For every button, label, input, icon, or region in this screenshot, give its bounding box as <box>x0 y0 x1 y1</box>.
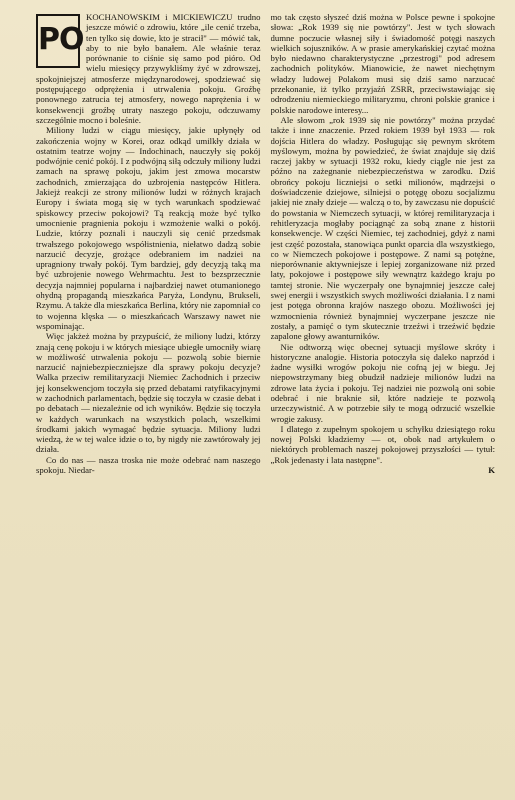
column-right <box>271 12 496 792</box>
author-signature: K <box>488 465 495 476</box>
paragraph: Co do nas — nasza troska nie może odebrać nam naszego spokoju. Niedar- <box>36 454 261 476</box>
paragraph: mo tak często słyszeć dziś można w Polsce pewne i spokojne słowa: „Rok 1939 się nie powtórzy". Jest w tych słowach dumne poczucie własnej siły i świadomość potęgi naszych wielkich sojuszników. A w prasie amerykańskiej czytać można było niedawno charakterystyczne „przestrogi" pod adresem zachodnich polityków. Mianowicie, że nawet niechętnym władzy ludowej Polakom musi się dziś samo narzucać przekonanie, iż tylko przyjaźń ZSRR, przeciwstawiając się odrodzeniu niemieckiego militaryzmu, chroni polskie granice i polskie narodowe interesy... <box>270 12 495 115</box>
paragraph: I dlatego z zupełnym spokojem u schyłku dziesiątego roku nowej Polski kładziemy — ot, obok nad artykułem o niektórych problemach naszej pokojowej przyszłości — tytuł: „Rok jedenasty i lata następne". <box>270 423 495 465</box>
paragraph: Więc jakżeż można by przypuścić, że miliony ludzi, którzy znają cenę pokoju i w których miesiące ubiegłe umocniły wiarę w możliwość utrwalenia pokoju — pozwolą sobie biernie narzucić najniebezpieczniejsze dla sprawy pokoju decyzje? Walka przeciw remilitaryzacji Niemiec Zachodnich i przeciw jej konsekwencjom toczyła się przed debatami ratyfikacyjnymi w zachodnich parlamentach, będzie się toczyła w czasie debat i po debatach — niezależnie od ich wyników. Będzie się toczyła w każdych warunkach na wszystkich polach, wszelkimi środkami jakich wymagać będzie sytuacja. Miliony ludzi wiedzą, że w tej walce idzie o to, by nigdy nie zawtórowały jej działa. <box>36 331 261 455</box>
column-left <box>36 12 261 792</box>
article-columns <box>36 12 495 792</box>
paragraph: Miliony ludzi w ciągu miesięcy, jakie upłynęły od zakończenia wojny w Korei, oraz odkąd umilkły działa w ostatnim teatrze wojny — Indochinach, nauczyły się pokój podwójnie cenić pokój. I z podwójną siłą odczuły miliony ludzi zamach na sprawę pokoju, jakim jest zmowa mocarstw zachodnich, zmierzająca do uzbrojenia następców Hitlera. Jakiejż reakcji ze strony milionów ludzi w różnych krajach Europy i świata mogą się w tych warunkach spodziewać spiskowcy przeciw pokojowi? Tą reakcją może być tylko umocnienie pragnienia pokoju i wzmożenie walki o pokój. Ludzie, którzy poznali i nauczyli się cenić przedsmak trwałszego pokojowego współistnienia, niełatwo dadzą sobie narzucić decyzje, grożące odebraniem im nadziei na upragniony trwały pokój. Tym bardziej, gdy decyzją taką ma być uzbrojenie nowego Wehrmachtu. Jest to bezsprzecznie decyzja najmniej popularna i najbardziej nawet otumanionego ohydną propagandą mieszkańca Paryża, Londynu, Brukseli, Rzymu. A także dla mieszkańca Berlina, który nie zapomniał co to wojenna klęska — o mieszkańcach Warszawy nawet nie wspominając. <box>36 125 261 331</box>
paragraph: Ale słowom „rok 1939 się nie powtórzy" można przydać także i inne znaczenie. Przed rokiem 1939 był 1933 — rok dojścia Hitlera do władzy. Posługując się pewnym skrótem myślowym, można by powiedzieć, że świat znajduje się dziś raczej jakby w sytuacji 1932 roku, kiedy ciągle nie jest za późno na zażegnanie niebezpieczeństwa w zarodku. Dziś obrońcy pokoju liczniejsi o setki milionów, mądrzejsi o doświadczenie dziejowe, silniejsi o potęgę obozu socjalizmu jakiej nie znały dzieje — walczą o to, by zawczasu nie dopuścić do powstania w Niemczech sytuacji, w której remilitaryzacja i rehitleryzacja mogłaby pociągnąć za sobą znane z historii konsekwencje. W części Niemiec, tej zachodniej, gdyż z nami jest część pozostała, stanowiąca punkt oparcia dla wszystkiego, co w Niemczech pokojowe i postępowe. Z nami są potężne, nieporównanie aktywniejsze i lepiej zorganizowane niż przed laty, pokojowe i postępowe siły wewnątrz każdego kraju po tamtej stronie. Nie wyczerpały one bynajmniej jeszcze całej swej energii i wszystkich swych możliwości działania. I z nami jest potęga obronna krajów naszego obozu. Możliwości jej wzmocnienia również bynajmniej wyczerpane jeszcze nie zostały, a pamięć o tym skutecznie trzeźwi i trzeźwić będzie zapalone głowy awanturników. <box>270 114 495 342</box>
dropcap-initial: PO <box>36 14 80 68</box>
paragraph: KOCHANOWSKIM i MICKIEWICZU trudno jeszcze mówić o zdrowiu, które „ile cenić trzeba, ten tylko się dowie, kto je stracił" — mówić tak, aby to nie było banałem. Ale właśnie teraz porównanie to ciśnie się samo pod pióro. Od wielu miesięcy przywykliśmy żyć w zdrowszej, spokojniejszej atmosferze międzynarodowej, spodziewać się postępującego odprężenia i utrwalenia pokoju. Groźbę ponownego zatrucia tej atmosfery, nowego naprężenia i w konsekwencji groźbę utraty naszego pokoju, odczuwamy szczególnie mocno i boleśnie. <box>36 12 261 125</box>
paragraph: Nie odtworzą więc obecnej sytuacji myślowe skróty i historyczne analogie. Historia potoczyła się daleko naprzód i żadne wysiłki wrogów pokoju nie cofną jej w biegu. Jej niepowstrzymany bieg obudził nadzieje milionów ludzi na zdrowe lata życia i pokoju. Tej nadziei nie pozwolą oni sobie odebrać i nie braknie sił, które nadzieje te pozwolą urzeczywistnić. A w potrzebie siły te mogą odrzucić wszelkie wrogie zakusy. <box>270 341 495 424</box>
